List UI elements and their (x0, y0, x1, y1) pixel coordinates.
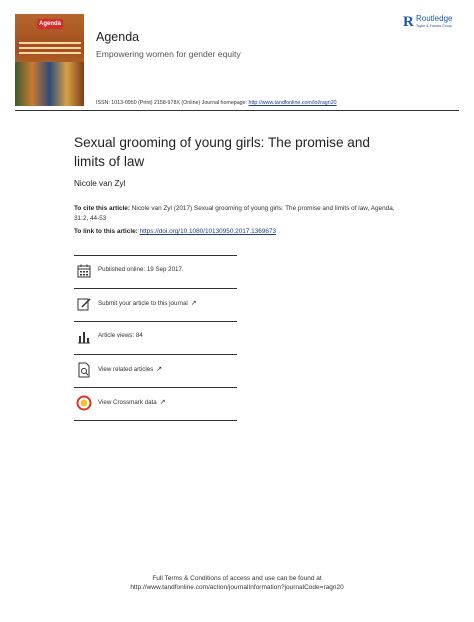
terms-text: Full Terms & Conditions of access and use can be found at (152, 575, 322, 582)
bar-chart-icon (76, 329, 92, 345)
terms-footer (0, 574, 474, 592)
external-link-icon: ↗ (190, 300, 197, 307)
row-divider (74, 255, 237, 256)
journal-subtitle: Empowering women for gender equity (96, 49, 241, 59)
row-divider (74, 420, 237, 421)
calendar-icon (76, 263, 92, 279)
citation-text: Nicole van Zyl (2017) Sexual grooming of young girls: The promise and limits of law, Agenda, 31:2, 44-53 (74, 205, 395, 222)
related-articles-link[interactable] (98, 365, 162, 373)
crossmark-icon (76, 395, 92, 411)
submit-article-label: Submit your article to this journal (98, 300, 188, 307)
search-document-icon (76, 362, 92, 378)
doi-link[interactable]: https://doi.org/10.1080/10130950.2017.1369673 (139, 228, 277, 235)
publisher-logo (403, 14, 459, 34)
terms-url[interactable]: http://www.tandfonline.com/action/journalInformation?journalCode=ragn20 (130, 584, 344, 591)
journal-title: Agenda (96, 30, 140, 44)
journal-homepage-link[interactable]: http://www.tandfonline.com/loi/ragn20 (248, 100, 337, 106)
header-divider (15, 110, 459, 111)
journal-cover-image (15, 14, 84, 106)
row-divider (74, 387, 237, 388)
crossmark-link[interactable] (98, 398, 166, 406)
doi-line (74, 228, 276, 235)
cover-text-lines (19, 42, 81, 58)
crossmark-label: View Crossmark data (98, 399, 157, 406)
citation-label: To cite this article: (74, 205, 130, 212)
issn-line (96, 100, 337, 106)
article-author: Nicole van Zyl (74, 179, 126, 188)
published-date: Published online: 19 Sep 2017. (98, 266, 184, 273)
external-link-icon: ↗ (159, 399, 166, 406)
row-divider (74, 321, 237, 322)
article-views: Article views: 84 (98, 332, 143, 339)
cover-artwork (15, 62, 84, 106)
external-link-icon: ↗ (156, 366, 163, 373)
publisher-name: Routledge (416, 14, 453, 23)
row-divider (74, 354, 237, 355)
article-title: Sexual grooming of young girls: The promise and limits of law (74, 135, 370, 169)
routledge-r-icon: R (403, 14, 414, 30)
edit-icon (76, 296, 92, 312)
related-articles-label: View related articles (98, 366, 154, 373)
submit-article-link[interactable] (98, 299, 197, 307)
doi-label: To link to this article: (74, 228, 138, 235)
row-divider (74, 288, 237, 289)
publisher-tagline: Taylor & Francis Group (416, 24, 452, 28)
citation-block (74, 204, 404, 224)
issn-text: ISSN: 1013-0950 (Print) 2158-978X (Online) Journal homepage: (96, 100, 248, 106)
cover-logo: Agenda (38, 21, 61, 27)
